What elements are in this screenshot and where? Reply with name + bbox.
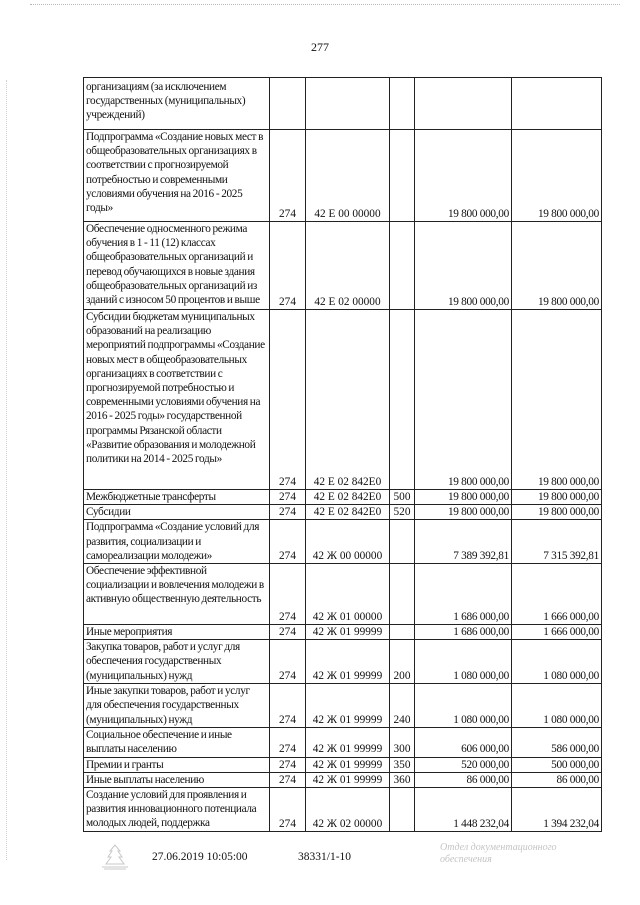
row-name: Иные выплаты населению: [84, 772, 270, 787]
row-vr-code: 350: [390, 757, 415, 772]
row-sum-2021: 500 000,00: [512, 757, 602, 772]
row-sum-2020: 7 389 392,81: [415, 520, 512, 564]
row-sum-2021: 19 800 000,00: [512, 505, 602, 520]
row-sum-2020: 19 800 000,00: [415, 222, 512, 310]
row-gr-code: 274: [270, 310, 306, 490]
row-sum-2020: 1 686 000,00: [415, 625, 512, 640]
row-gr-code: 274: [270, 757, 306, 772]
row-sum-2021: 7 315 392,81: [512, 520, 602, 564]
row-name: Иные мероприятия: [84, 625, 270, 640]
row-name: Межбюджетные трансферты: [84, 490, 270, 505]
row-sum-2021: 86 000,00: [512, 772, 602, 787]
row-cs-code: 42 Ж 01 00000: [306, 564, 390, 625]
table-row: [84, 788, 602, 832]
table-row: [84, 772, 602, 787]
table-row: [84, 728, 602, 757]
row-gr-code: 274: [270, 520, 306, 564]
row-sum-2020: 19 800 000,00: [415, 505, 512, 520]
row-cs-code: 42 Ж 01 99999: [306, 772, 390, 787]
row-sum-2021: 19 800 000,00: [512, 490, 602, 505]
row-name: Подпрограмма «Создание условий для развития, социализации и самореализации молодежи»: [84, 520, 270, 564]
row-name: Иные закупки товаров, работ и услуг для обеспечения государственных (муниципальных) нужд: [84, 684, 270, 728]
row-name: Подпрограмма «Создание новых мест в общеобразовательных организациях в соответствии с прогнозируемой потребностью и современными условиями обучения на 2016 - 2025 годы»: [84, 130, 270, 222]
row-sum-2021: 19 800 000,00: [512, 130, 602, 222]
table-row: [84, 625, 602, 640]
table-row: [84, 78, 602, 130]
row-name: организациям (за исключением государственных (муниципальных) учреждений): [84, 78, 270, 130]
row-cs-code: 42 Ж 01 99999: [306, 757, 390, 772]
row-gr-code: 274: [270, 684, 306, 728]
row-sum-2020: 19 800 000,00: [415, 310, 512, 490]
row-cs-code: 42 Ж 01 99999: [306, 625, 390, 640]
row-name: Закупка товаров, работ и услуг для обеспечения государственных (муниципальных) нужд: [84, 640, 270, 684]
row-sum-2021: 1 394 232,04: [512, 788, 602, 832]
row-cs-code: 42 Е 00 00000: [306, 130, 390, 222]
row-vr-code: [390, 130, 415, 222]
row-vr-code: 200: [390, 640, 415, 684]
row-gr-code: 274: [270, 490, 306, 505]
table-row: [84, 130, 602, 222]
row-gr-code: 274: [270, 788, 306, 832]
row-vr-code: [390, 564, 415, 625]
row-cs-code: 42 Ж 01 99999: [306, 728, 390, 757]
row-sum-2021: 19 800 000,00: [512, 310, 602, 490]
row-vr-code: [390, 520, 415, 564]
row-name: Социальное обеспечение и иные выплаты населению: [84, 728, 270, 757]
row-gr-code: [270, 78, 306, 130]
row-sum-2021: [512, 78, 602, 130]
row-vr-code: 500: [390, 490, 415, 505]
row-gr-code: 274: [270, 505, 306, 520]
row-sum-2021: 1 666 000,00: [512, 625, 602, 640]
budget-table: [83, 77, 602, 832]
row-sum-2021: 1 080 000,00: [512, 640, 602, 684]
row-vr-code: [390, 625, 415, 640]
footer-date: 27.06.2019 10:05:00: [152, 851, 248, 863]
row-cs-code: 42 Ж 02 00000: [306, 788, 390, 832]
table-row: [84, 490, 602, 505]
row-vr-code: 300: [390, 728, 415, 757]
scan-margin-line: [6, 80, 8, 860]
row-cs-code: 42 Ж 01 99999: [306, 684, 390, 728]
row-cs-code: 42 Е 02 00000: [306, 222, 390, 310]
row-sum-2020: 1 686 000,00: [415, 564, 512, 625]
row-gr-code: 274: [270, 772, 306, 787]
row-sum-2021: 1 666 000,00: [512, 564, 602, 625]
row-vr-code: 360: [390, 772, 415, 787]
table-row: [84, 640, 602, 684]
row-name: Субсидии: [84, 505, 270, 520]
row-vr-code: [390, 788, 415, 832]
row-gr-code: 274: [270, 130, 306, 222]
row-name: Премии и гранты: [84, 757, 270, 772]
row-gr-code: 274: [270, 222, 306, 310]
table-row: [84, 222, 602, 310]
row-name: Обеспечение односменного режима обучения в 1 - 11 (12) классах общеобразовательных организаций и перевод обучающихся в новые здания общеобразовательных организаций из зданий с износом 50 процентов и выше: [84, 222, 270, 310]
emblem-icon: [98, 843, 132, 871]
row-vr-code: 240: [390, 684, 415, 728]
row-sum-2020: 1 080 000,00: [415, 684, 512, 728]
row-sum-2021: 19 800 000,00: [512, 222, 602, 310]
row-sum-2020: 19 800 000,00: [415, 130, 512, 222]
row-gr-code: 274: [270, 564, 306, 625]
table-row: [84, 564, 602, 625]
row-sum-2021: 586 000,00: [512, 728, 602, 757]
row-sum-2020: 606 000,00: [415, 728, 512, 757]
row-cs-code: 42 Е 02 842Е0: [306, 310, 390, 490]
table-row: [84, 505, 602, 520]
row-vr-code: [390, 78, 415, 130]
row-name: Субсидии бюджетам муниципальных образований на реализацию мероприятий подпрограммы «Создание новых мест в общеобразовательных организациях в соответствии с прогнозируемой потребностью и современными условиями обучения на 2016 - 2025 годы» государственной программы Рязанской области «Развитие образования и молодежной политики на 2014 - 2025 годы»: [84, 310, 270, 490]
row-gr-code: 274: [270, 640, 306, 684]
scan-edge-marks: [30, 4, 620, 7]
row-sum-2020: 1 448 232,04: [415, 788, 512, 832]
row-vr-code: [390, 222, 415, 310]
row-sum-2020: [415, 78, 512, 130]
table-row: [84, 684, 602, 728]
row-cs-code: 42 Е 02 842Е0: [306, 505, 390, 520]
row-vr-code: 520: [390, 505, 415, 520]
row-sum-2020: 86 000,00: [415, 772, 512, 787]
table-row: [84, 310, 602, 490]
row-name: Обеспечение эффективной социализации и вовлечения молодежи в активную общественную деятельность: [84, 564, 270, 625]
row-vr-code: [390, 310, 415, 490]
row-sum-2021: 1 080 000,00: [512, 684, 602, 728]
row-cs-code: 42 Ж 00 00000: [306, 520, 390, 564]
row-cs-code: [306, 78, 390, 130]
row-name: Создание условий для проявления и развития инновационного потенциала молодых людей, поддержка: [84, 788, 270, 832]
table-row: [84, 520, 602, 564]
footer-stamp: Отдел документационного обеспечения: [440, 842, 557, 865]
page-number: 277: [311, 40, 329, 54]
row-sum-2020: 19 800 000,00: [415, 490, 512, 505]
row-gr-code: 274: [270, 625, 306, 640]
table-row: [84, 757, 602, 772]
row-sum-2020: 1 080 000,00: [415, 640, 512, 684]
row-gr-code: 274: [270, 728, 306, 757]
footer-doc-number: 38331/1-10: [298, 851, 352, 863]
row-cs-code: 42 Ж 01 99999: [306, 640, 390, 684]
row-cs-code: 42 Е 02 842Е0: [306, 490, 390, 505]
row-sum-2020: 520 000,00: [415, 757, 512, 772]
